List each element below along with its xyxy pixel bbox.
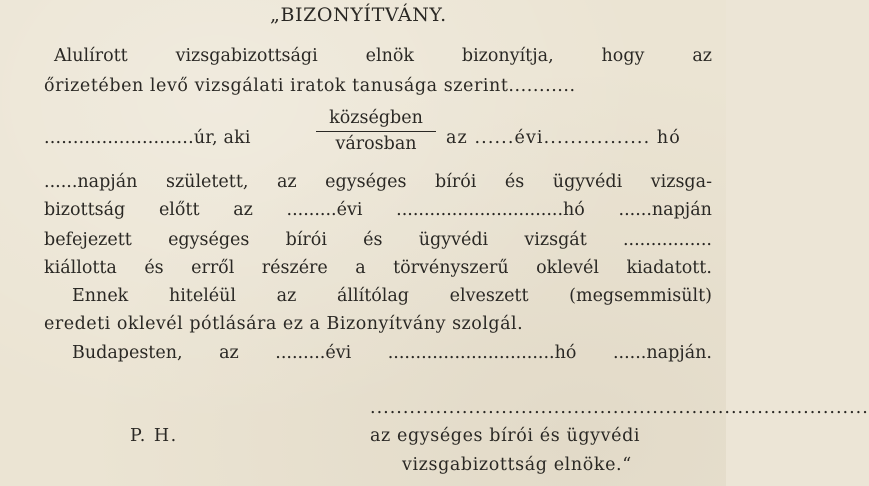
word: ..............................hó [387, 343, 577, 363]
word: bírói [435, 172, 477, 192]
word: elveszett [449, 286, 529, 306]
text-line-8 [72, 286, 712, 306]
word: a [355, 258, 366, 278]
word: az [692, 46, 712, 66]
word: ......napján [618, 200, 712, 220]
word: és [363, 230, 383, 250]
text-line-9: eredeti oklevél pótlására ez a Bizonyítvány szolgál. [44, 314, 524, 334]
word: Ennek [72, 286, 129, 306]
word: kiállotta [44, 258, 117, 278]
word: ......napján. [612, 343, 712, 363]
text-line-3-left: ..........................úr, aki [44, 128, 251, 148]
signature-line: ............................................................................ [370, 398, 869, 418]
word: erről [191, 258, 235, 278]
word: és [144, 258, 164, 278]
word: részére [261, 258, 328, 278]
word: ügyvédi [552, 172, 623, 192]
word: kiadatott. [626, 258, 712, 278]
word: .........évi [275, 343, 352, 363]
word: egységes [325, 172, 407, 192]
text-line-6 [44, 230, 712, 250]
word: állítólag [336, 286, 410, 306]
word: vizsga- [650, 172, 712, 192]
word: ügyvédi [418, 230, 489, 250]
text-line-10 [72, 343, 712, 363]
text-line-4 [44, 172, 712, 192]
text-line-1 [54, 46, 712, 66]
locality-fraction [316, 108, 436, 154]
signature-caption-2: vizsgabizottság elnöke.“ [402, 455, 632, 475]
word: az [276, 172, 297, 192]
text-line-3-right: az ......évi................ hó [446, 128, 681, 148]
word: vizsgát [524, 230, 587, 250]
word: egységes [168, 230, 250, 250]
text-line-2: őrizetében levő vizsgálati iratok tanusága szerint........... [44, 76, 576, 96]
word: született, [165, 172, 249, 192]
text-line-5 [44, 200, 712, 220]
word: .........évi [286, 200, 363, 220]
word: vizsgabizottsági [175, 46, 318, 66]
document-title: „BIZONYÍTVÁNY. [270, 4, 447, 26]
word: ..............................hó [396, 200, 585, 220]
word: befejezett [44, 230, 132, 250]
seal-placeholder: P. H. [130, 426, 178, 446]
word: bizottság [44, 200, 126, 220]
word: az [219, 343, 239, 363]
word: (megsemmisült) [569, 286, 712, 306]
signature-caption-1: az egységes bírói és ügyvédi [370, 426, 641, 446]
word: az [276, 286, 297, 306]
word: bizonyítja, [461, 46, 554, 66]
text-line-7 [44, 258, 712, 278]
word: és [504, 172, 525, 192]
word: az [233, 200, 253, 220]
word: hogy [601, 46, 645, 66]
word: elnök [365, 46, 414, 66]
word: oklevél [536, 258, 599, 278]
word: bírói [285, 230, 327, 250]
word: ................ [622, 230, 712, 250]
word: hiteléül [168, 286, 237, 306]
fraction-denominator: városban [335, 134, 417, 154]
word: ......napján [44, 172, 138, 192]
word: Budapesten, [72, 343, 183, 363]
word: törvényszerű [393, 258, 509, 278]
word: Alulírott [54, 46, 128, 66]
fraction-numerator: községben [316, 108, 436, 132]
word: előtt [158, 200, 200, 220]
